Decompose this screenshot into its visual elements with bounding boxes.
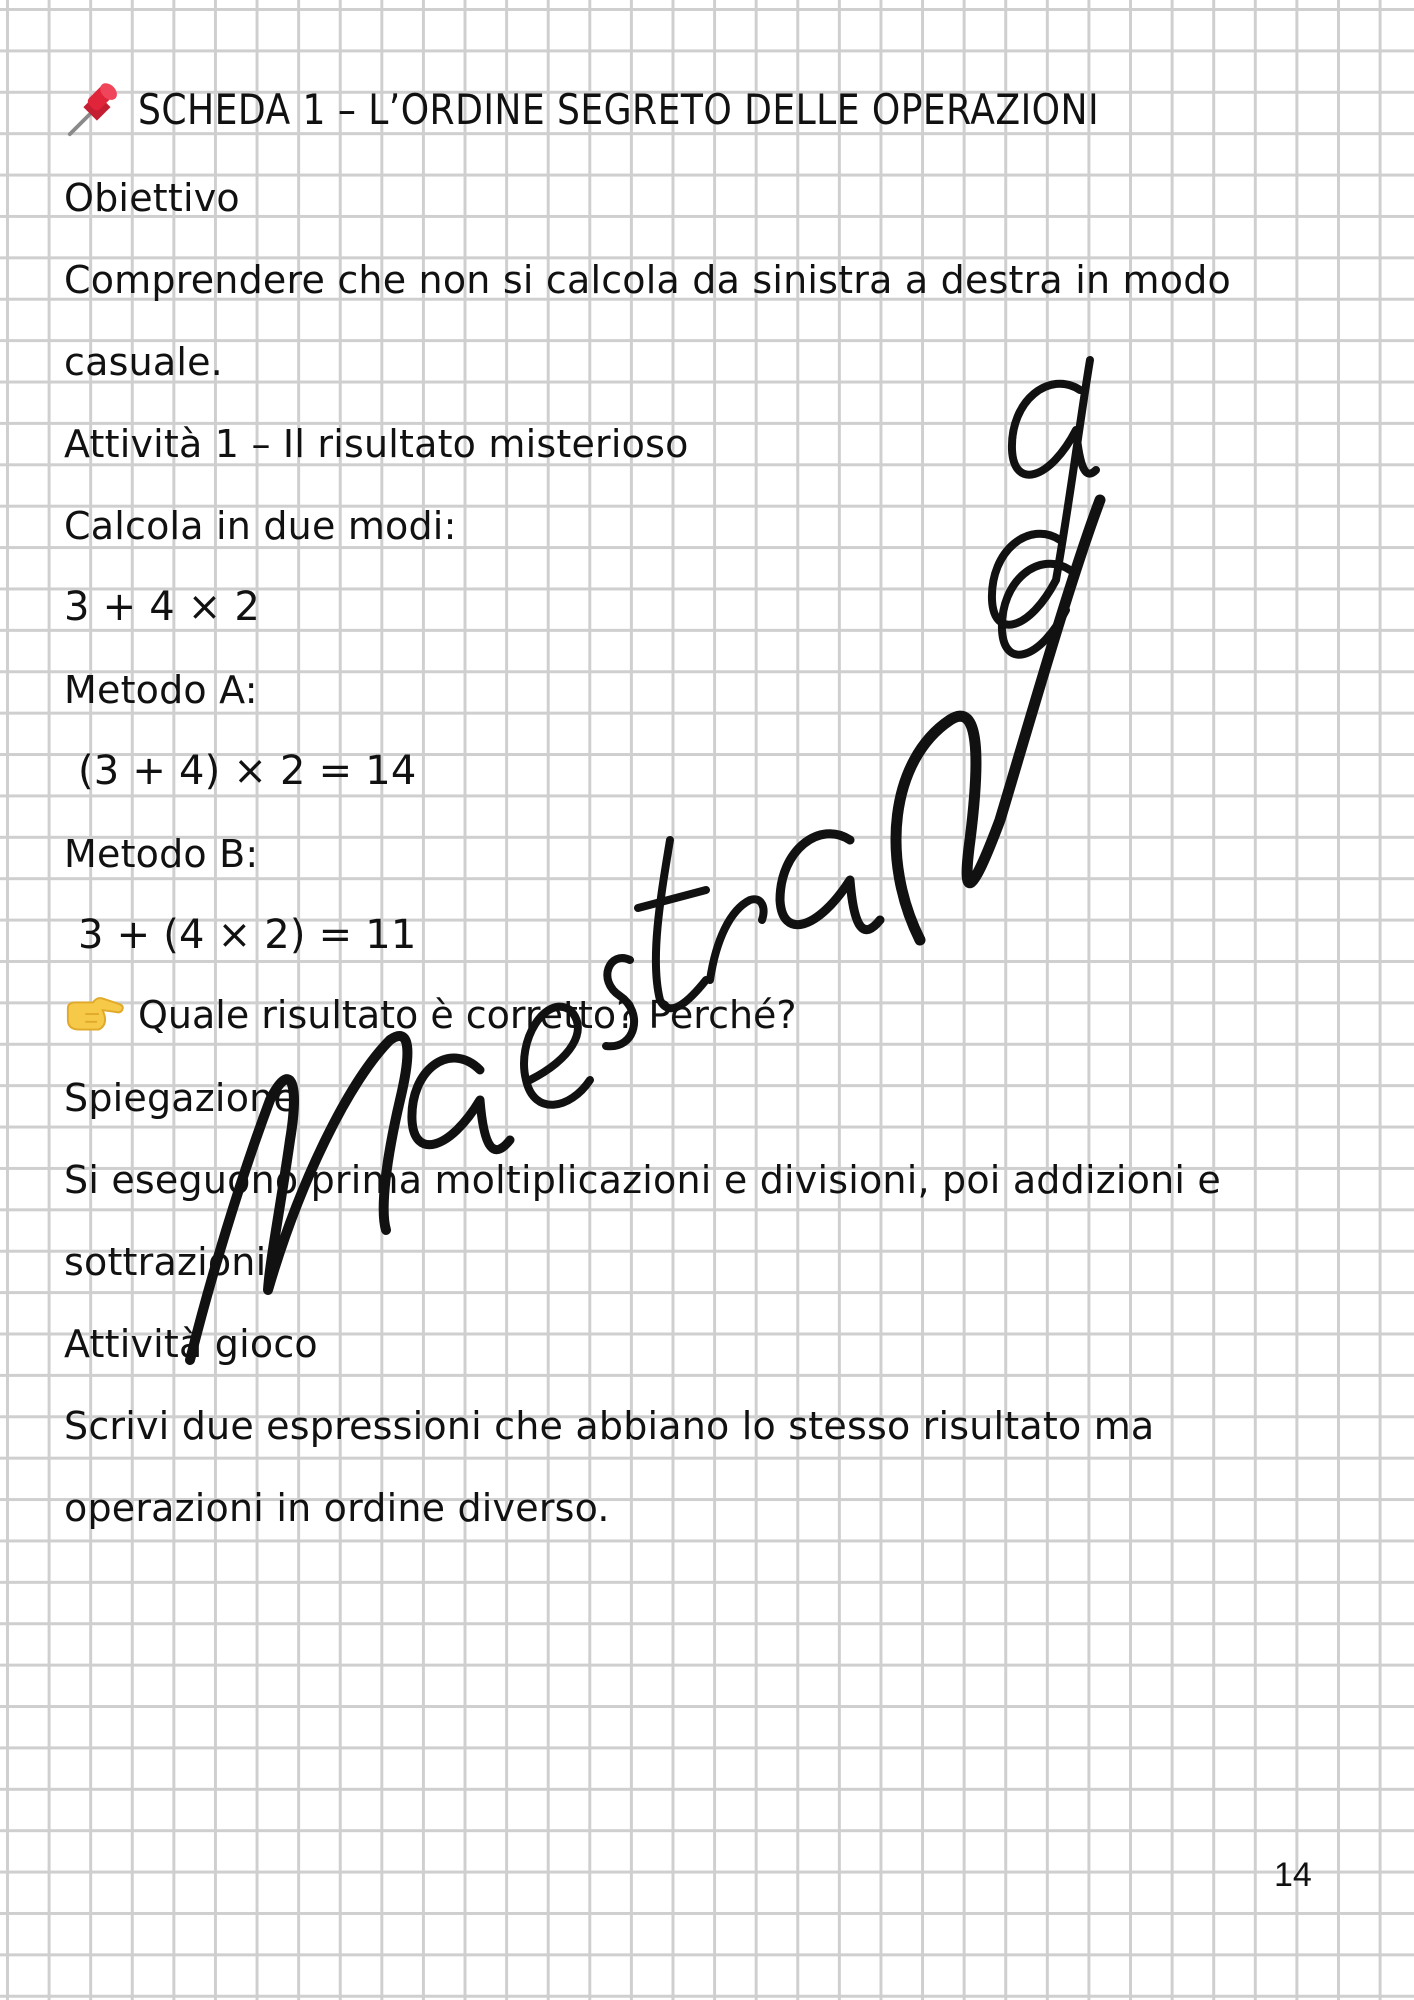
watermark-letter-a-3: [1002, 564, 1070, 655]
game-line-1: Scrivi due espressioni che abbiano lo stesso risultato ma: [64, 1404, 1155, 1448]
pointing-hand-icon: [64, 990, 126, 1040]
watermark-letter-a-4: [1012, 384, 1096, 475]
objective-text-line-2: casuale.: [64, 340, 223, 384]
watermark-letter-t: [638, 840, 706, 1008]
objective-heading: Obiettivo: [64, 176, 240, 220]
watermark-letter-a-2: [780, 834, 880, 930]
explanation-line-2: sottrazioni.: [64, 1240, 279, 1284]
page-number: 14: [1274, 1856, 1312, 1894]
watermark-signature: [150, 200, 1130, 1400]
objective-text-line-1: Comprendere che non si calcola da sinistra a destra in modo: [64, 258, 1231, 302]
watermark-letter-a: [412, 1058, 510, 1150]
game-heading: Attività gioco: [64, 1322, 318, 1366]
watermark-letter-d: [992, 360, 1090, 625]
game-line-2: operazioni in ordine diverso.: [64, 1486, 610, 1530]
activity-1-heading: Attività 1 – Il risultato misterioso: [64, 422, 689, 466]
method-b-calculation: 3 + (4 × 2) = 11: [78, 912, 417, 958]
pushpin-icon: [64, 78, 126, 140]
worksheet-title: SCHEDA 1 – L’ORDINE SEGRETO DELLE OPERAZIONI: [138, 84, 1100, 134]
method-a-label: Metodo A:: [64, 668, 258, 712]
method-a-calculation: (3 + 4) × 2 = 14: [78, 748, 417, 794]
expression: 3 + 4 × 2: [64, 584, 261, 630]
title-row: [64, 78, 1256, 140]
question-row: [64, 990, 797, 1040]
question-text: Quale risultato è corretto? Perché?: [138, 993, 797, 1037]
explanation-heading: Spiegazione: [64, 1076, 298, 1120]
explanation-line-1: Si eseguono prima moltiplicazioni e divisioni, poi addizioni e: [64, 1158, 1221, 1202]
method-b-label: Metodo B:: [64, 832, 259, 876]
watermark-letter-r: [710, 899, 764, 980]
activity-1-instruction: Calcola in due modi:: [64, 504, 457, 548]
watermark-letter-n: [896, 500, 1100, 940]
